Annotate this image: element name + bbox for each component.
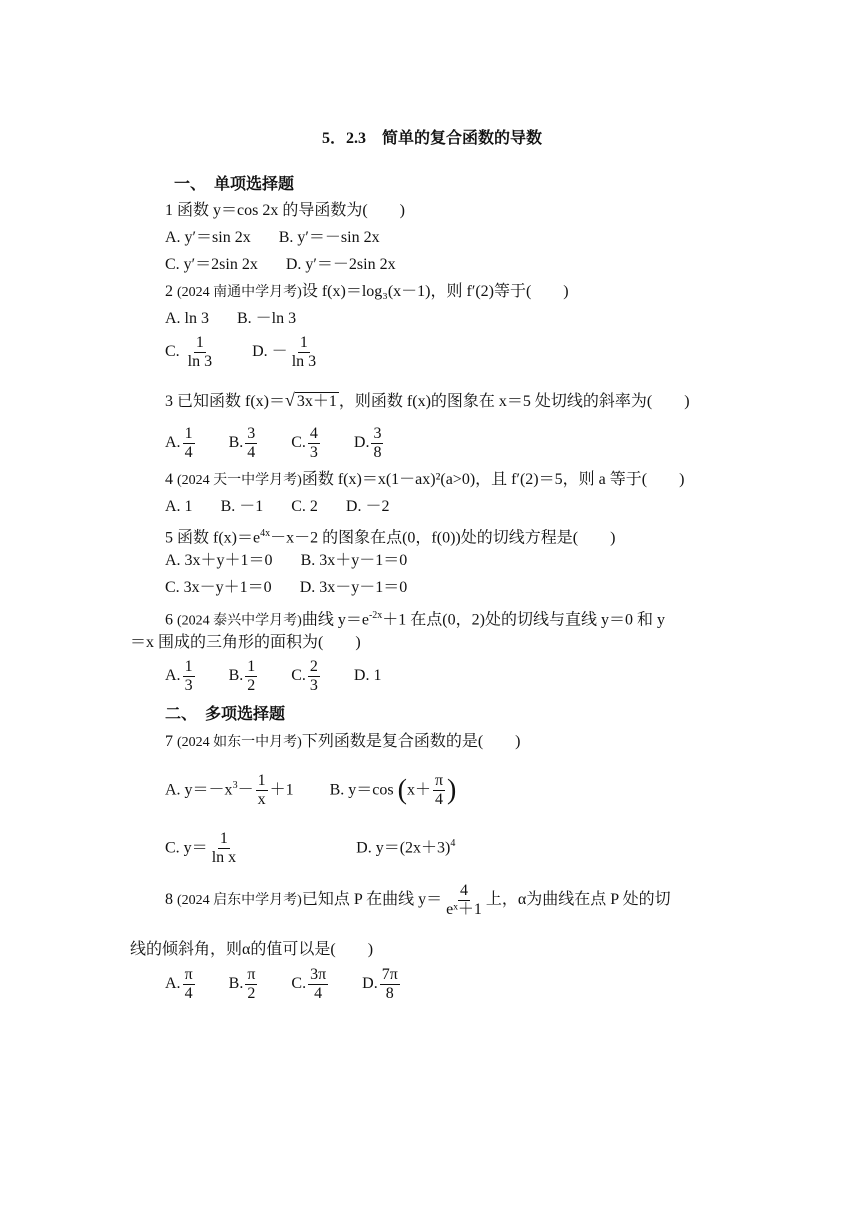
question-text: 3 已知函数 f(x)＝ xyxy=(165,393,285,410)
question-number: 8 xyxy=(165,891,177,908)
option-a-tail: ＋1 xyxy=(269,781,294,799)
numerator: π xyxy=(184,965,193,983)
section-heading-multi-choice: 二、 多项选择题 xyxy=(165,706,286,723)
numerator: 4 xyxy=(309,424,318,442)
exponent: -2x xyxy=(368,610,383,621)
question-7-stem xyxy=(165,732,521,753)
option-c-label: C. xyxy=(291,667,306,684)
option-c-fraction xyxy=(308,658,320,695)
option-c-label: C. xyxy=(291,434,306,451)
option-a: A. 3x＋y＋1＝0 xyxy=(165,552,273,569)
option-d-label: D. xyxy=(353,434,370,451)
option-d: D. y′＝－2sin 2x xyxy=(285,256,396,273)
option-b: B. －ln 3 xyxy=(237,310,297,327)
curve-fraction xyxy=(444,882,484,919)
option-c: C. 2 xyxy=(291,498,318,515)
question-number: 7 xyxy=(165,733,177,750)
option-c: C. 3x－y＋1＝0 xyxy=(165,579,272,596)
numerator: 1 xyxy=(247,657,256,675)
sqrt-icon: √ xyxy=(285,390,295,410)
numerator: 7π xyxy=(381,965,398,983)
question-text-end: －x－2 的图象在点(0，f(0))处的切线方程是( ) xyxy=(270,529,616,547)
question-5-options-row2 xyxy=(165,578,407,598)
denominator: ln x xyxy=(211,849,237,867)
numerator: 4 xyxy=(460,881,468,899)
option-a: A. ln 3 xyxy=(165,310,209,327)
option-a: A. 1 xyxy=(165,498,193,515)
question-5-options-row1 xyxy=(165,551,407,571)
option-d-label: D. xyxy=(362,975,378,992)
left-bracket: ( xyxy=(397,774,407,806)
question-7-options-row1 xyxy=(165,764,456,813)
right-bracket: ) xyxy=(447,774,457,806)
option-a-label: A. xyxy=(165,667,181,684)
option-a-label: A. xyxy=(165,434,181,451)
option-c-label: C. xyxy=(291,975,307,992)
question-4-options xyxy=(165,497,389,517)
question-text-mid: 上，α为曲线在点 P 处的切 xyxy=(485,891,671,908)
option-d-text: D. y＝(2x＋3) xyxy=(356,839,451,857)
minus-sign: － xyxy=(237,781,254,799)
option-c-label: C. xyxy=(165,343,180,361)
question-source: (2024 南通中学月考) xyxy=(177,285,302,300)
numerator: 1 xyxy=(184,424,193,442)
denominator: ln 3 xyxy=(291,353,317,370)
exponent: 4x xyxy=(260,528,271,539)
page-title: 5．2.3 简单的复合函数的导数 xyxy=(322,130,543,147)
question-source: (2024 如东一中月考) xyxy=(177,735,302,750)
question-source: (2024 泰兴中学月考) xyxy=(177,613,302,629)
denominator: 4 xyxy=(247,443,256,461)
question-text: 设 f(x)＝log₃(x－1)，则 f′(2)等于( ) xyxy=(301,283,569,300)
question-text: 曲线 y＝e xyxy=(301,611,369,629)
option-c: C. y′＝2sin 2x xyxy=(165,256,258,273)
option-b-fraction xyxy=(245,425,257,462)
question-6-stem xyxy=(165,606,665,631)
option-d-fraction xyxy=(290,334,318,371)
option-d: D. －2 xyxy=(345,498,390,515)
question-number: 2 xyxy=(165,283,177,300)
option-a-text: A. y＝－x xyxy=(165,781,233,799)
option-a: A. y′＝sin 2x xyxy=(165,229,251,246)
option-a-fraction xyxy=(183,658,195,695)
question-text: 函数 f(x)＝x(1－ax)²(a>0)，且 f′(2)＝5，则 a 等于( ) xyxy=(301,471,685,488)
question-1-options-row2 xyxy=(165,255,396,275)
option-a-label: A. xyxy=(165,975,181,992)
denominator: 4 xyxy=(184,443,193,461)
exponent: 3 xyxy=(232,780,238,791)
option-a-fraction xyxy=(183,425,195,462)
option-b-label: B. xyxy=(228,434,244,451)
question-7-options-row2 xyxy=(165,824,455,868)
numerator: 2 xyxy=(309,657,318,675)
numerator: π xyxy=(247,965,256,983)
option-d-fraction xyxy=(380,966,400,1003)
radicand: 3x＋1 xyxy=(296,393,337,410)
option-b-label: B. xyxy=(228,975,244,992)
question-source: (2024 启东中学月考) xyxy=(177,893,302,908)
question-text: 下列函数是复合函数的是( ) xyxy=(301,733,521,750)
option-b: B. 3x＋y－1＝0 xyxy=(300,552,408,569)
denominator: 2 xyxy=(247,984,256,1002)
option-a-fraction xyxy=(256,772,268,809)
question-8-stem xyxy=(165,880,671,921)
question-4-stem xyxy=(165,470,684,491)
question-2-options-row2 xyxy=(165,334,320,371)
option-b-fraction xyxy=(433,772,445,809)
question-3-stem xyxy=(165,390,690,412)
denominator: 8 xyxy=(373,443,382,461)
question-1-stem: 1 函数 y＝cos 2x 的导函数为( ) xyxy=(165,202,405,219)
option-b-inner: x＋ xyxy=(406,781,431,799)
option-c-fraction xyxy=(210,830,238,867)
option-c-fraction xyxy=(308,425,320,462)
option-b: B. y′＝－sin 2x xyxy=(278,229,380,246)
exponent: 4 xyxy=(450,838,456,849)
question-text-end: ，则函数 f(x)的图象在 x＝5 处切线的斜率为( ) xyxy=(338,393,690,410)
numerator: π xyxy=(434,772,444,790)
numerator: 3π xyxy=(310,965,327,983)
denominator: 3 xyxy=(309,443,318,461)
question-2-options-row1 xyxy=(165,309,296,329)
option-b-fraction xyxy=(245,658,257,695)
denominator: 2 xyxy=(247,676,256,694)
question-8-options xyxy=(165,964,402,1004)
option-b-label: B. xyxy=(228,667,244,684)
denominator: 4 xyxy=(314,984,323,1002)
question-text: 已知点 P 在曲线 y＝ xyxy=(301,891,443,908)
question-5-stem xyxy=(165,524,615,548)
question-6-stem-line2: ＝x 围成的三角形的面积为( ) xyxy=(130,634,361,651)
option-c-fraction xyxy=(186,334,214,371)
numerator: 3 xyxy=(373,424,382,442)
question-8-stem-line2: 线的倾斜角，则α的值可以是( ) xyxy=(130,941,374,958)
denominator: 8 xyxy=(385,984,394,1002)
question-6-options xyxy=(165,656,381,696)
denominator: 4 xyxy=(184,984,193,1002)
numerator: 1 xyxy=(219,830,228,848)
question-source: (2024 天一中学月考) xyxy=(177,473,302,488)
question-2-stem xyxy=(165,282,569,303)
option-b: B. －1 xyxy=(220,498,264,515)
question-1-options-row1 xyxy=(165,228,380,248)
denominator: x xyxy=(257,791,266,809)
option-a-fraction xyxy=(183,966,195,1003)
question-text: 5 函数 f(x)＝e xyxy=(165,529,261,547)
option-b-text: B. y＝cos xyxy=(329,781,398,799)
option-c-fraction xyxy=(308,966,328,1003)
option-d-label: D. － xyxy=(252,343,288,361)
numerator: 1 xyxy=(299,334,308,351)
denominator: ln 3 xyxy=(187,353,213,370)
denominator: 3 xyxy=(184,676,193,694)
numerator: 3 xyxy=(247,424,256,442)
option-c-text: C. y＝ xyxy=(165,839,208,857)
question-number: 4 xyxy=(165,471,177,488)
denominator: 3 xyxy=(309,676,318,694)
denominator: eˣ＋1 xyxy=(446,900,482,918)
option-d-fraction xyxy=(371,425,383,462)
denominator: 4 xyxy=(434,791,443,809)
section-heading-single-choice: 一、 单项选择题 xyxy=(174,176,295,193)
question-3-options xyxy=(165,423,385,463)
option-d: D. 3x－y－1＝0 xyxy=(299,579,408,596)
question-text-mid: ＋1 在点(0，2)处的切线与直线 y＝0 和 y xyxy=(382,611,665,629)
numerator: 1 xyxy=(184,657,193,675)
numerator: 1 xyxy=(257,772,266,790)
option-b-fraction xyxy=(245,966,257,1003)
option-d: D. 1 xyxy=(353,667,382,684)
numerator: 1 xyxy=(195,334,204,351)
question-number: 6 xyxy=(165,611,177,629)
